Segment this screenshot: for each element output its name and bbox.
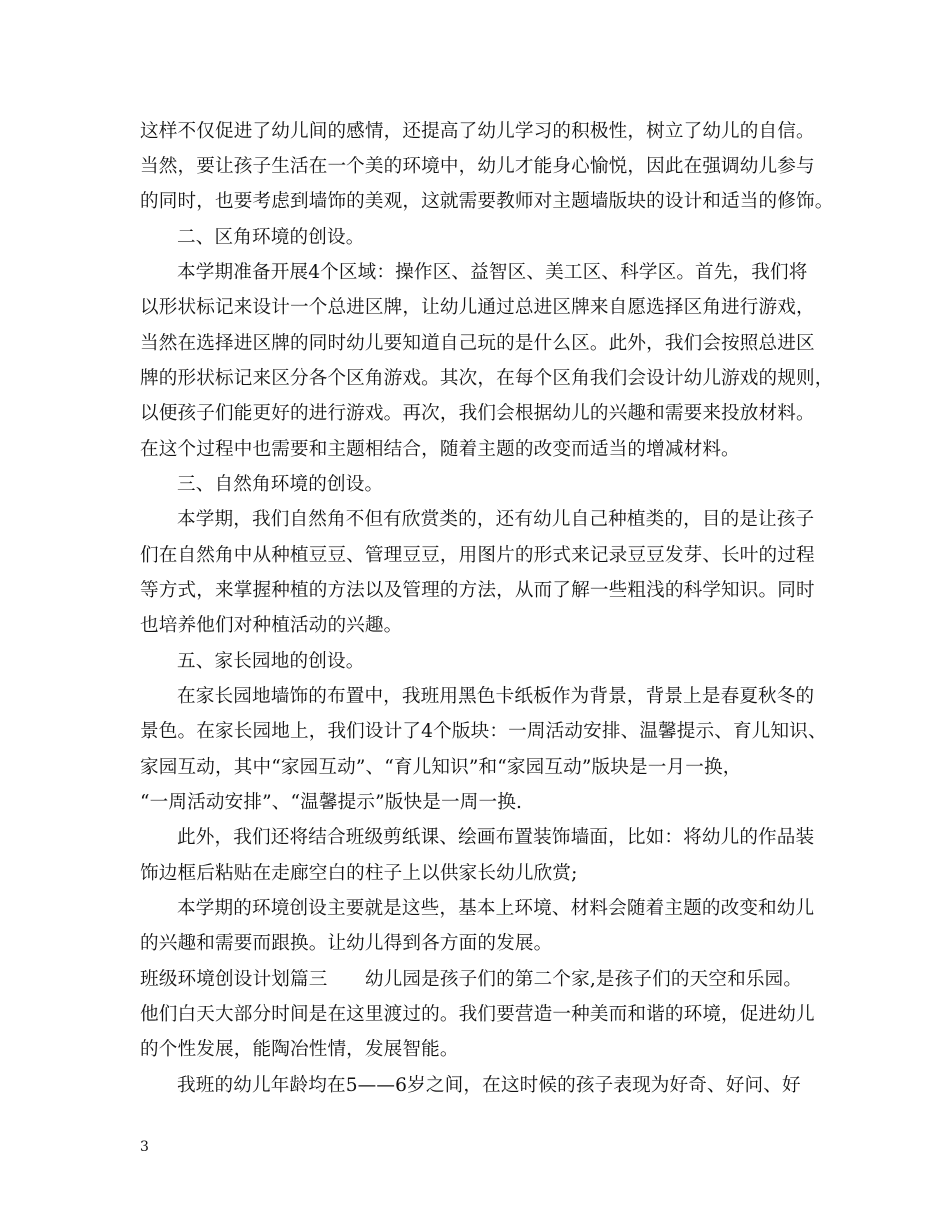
- body-text-line: 本学期，我们自然角不但有欣赏类的，还有幼儿自己种植类的，目的是让孩子: [177, 509, 815, 530]
- body-text-line: 牌的形状标记来区分各个区角游戏。其次，在每个区角我们会设计幼儿游戏的规则，: [140, 368, 834, 389]
- body-text-line: 我班的幼儿年龄均在5——6岁之间，在这时候的孩子表现为好奇、好问、好: [177, 1075, 801, 1096]
- body-text-line: 以形状标记来设计一个总进区牌，让幼儿通过总进区牌来自愿选择区角进行游戏，: [140, 297, 815, 318]
- body-text-line: 这样不仅促进了幼儿间的感情，还提高了幼儿学习的积极性，树立了幼儿的自信。: [140, 121, 815, 142]
- body-text-line: 们在自然角中从种植豆豆、管理豆豆，用图片的形式来记录豆豆发芽、长叶的过程: [140, 545, 815, 566]
- body-text-line: 也培养他们对种植活动的兴趣。: [140, 615, 403, 636]
- body-text-line: 在这个过程中也需要和主题相结合，随着主题的改变而适当的增减材料。: [140, 439, 740, 460]
- body-text-line: 在家长园地墙饰的布置中，我班用黑色卡纸板作为背景，背景上是春夏秋冬的: [177, 686, 815, 707]
- body-text-line: 以便孩子们能更好的进行游戏。再次，我们会根据幼儿的兴趣和需要来投放材料。: [140, 403, 815, 424]
- body-text-line: 景色。在家长园地上，我们设计了4个版块：一周活动安排、温馨提示、育儿知识、: [140, 721, 827, 742]
- body-text-line: 的个性发展，能陶冶性情，发展智能。: [140, 1039, 459, 1060]
- body-text-line: 饰边框后粘贴在走廊空白的柱子上以供家长幼儿欣赏;: [140, 863, 578, 884]
- section-heading: 二、区角环境的创设。: [177, 227, 365, 248]
- body-text-line: 本学期的环境创设主要就是这些，基本上环境、材料会随着主题的改变和幼儿: [177, 898, 815, 919]
- body-text-line: 本学期准备开展4个区域：操作区、益智区、美工区、科学区。首先，我们将: [177, 262, 808, 283]
- body-text-line: 班级环境创设计划篇三 幼儿园是孩子们的第二个家,是孩子们的天空和乐园。: [140, 969, 803, 990]
- body-text-line: 家园互动，其中“家园互动”、“育儿知识”和“家园互动”版块是一月一换，: [140, 757, 742, 778]
- body-text-line: 等方式，来掌握种植的方法以及管理的方法，从而了解一些粗浅的科学知识。同时: [140, 580, 815, 601]
- section-heading: 三、自然角环境的创设。: [177, 474, 384, 495]
- body-text-line: “一周活动安排”、“温馨提示”版快是一周一换.: [140, 792, 523, 813]
- page-number: 3: [140, 1139, 149, 1155]
- body-text-line: 当然在选择进区牌的同时幼儿要知道自己玩的是什么区。此外，我们会按照总进区: [140, 333, 815, 354]
- body-text-line: 他们白天大部分时间是在这里渡过的。我们要营造一种美而和谐的环境，促进幼儿: [140, 1004, 815, 1025]
- section-heading: 五、家长园地的创设。: [177, 651, 365, 672]
- body-text-line: 此外，我们还将结合班级剪纸课、绘画布置装饰墙面，比如：将幼儿的作品装: [177, 827, 815, 848]
- body-text-line: 当然，要让孩子生活在一个美的环境中，幼儿才能身心愉悦，因此在强调幼儿参与: [140, 156, 815, 177]
- body-text-line: 的兴趣和需要而跟换。让幼儿得到各方面的发展。: [140, 933, 553, 954]
- body-text-line: 的同时，也要考虑到墙饰的美观，这就需要教师对主题墙版块的设计和适当的修饰。: [140, 191, 834, 212]
